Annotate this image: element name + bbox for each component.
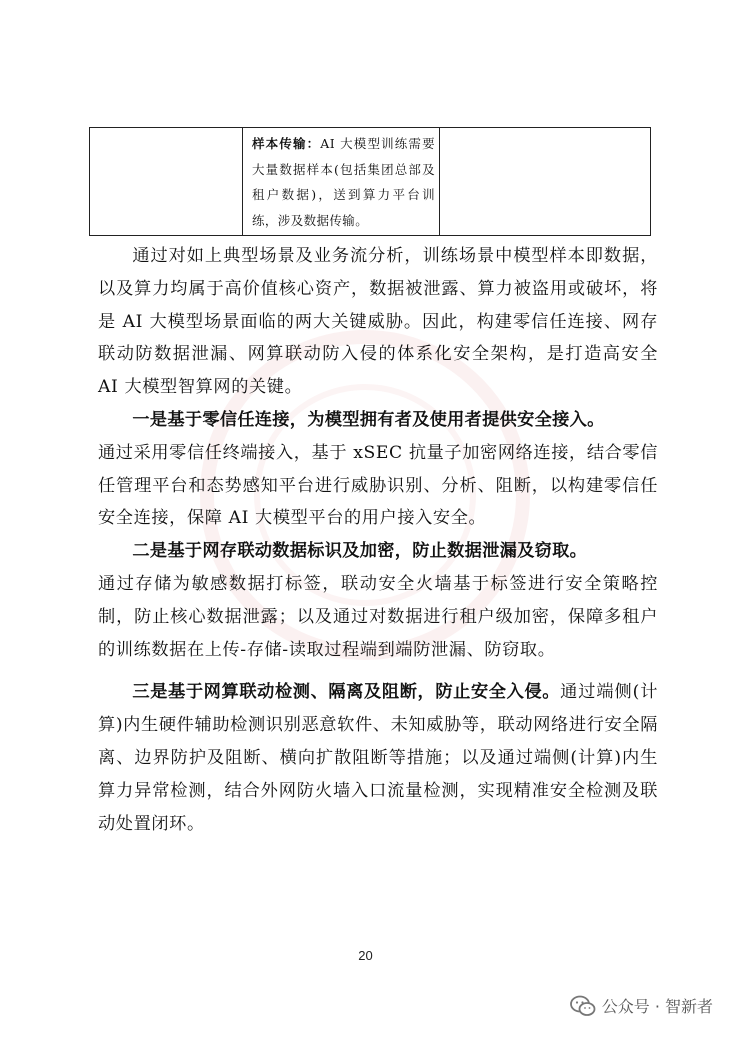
document-body [98, 240, 658, 840]
cell-bold-label: 样本传输： [252, 136, 321, 151]
table-cell-sample-transfer [243, 128, 440, 236]
table-row [90, 128, 651, 236]
paragraph-storage-body [98, 568, 658, 666]
heading-compute: 三是基于网算联动检测、隔离及阻断，防止安全入侵。 [132, 682, 561, 703]
storage-text: 通过存储为敏感数据打标签，联动安全火墙基于标签进行安全策略控制，防止核心数据泄露；以及通过对数据进行租户级加密，保障多租户的训练数据在上传-存储-读取过程端到端防泄漏、防窃取。 [98, 573, 658, 660]
table-cell-empty-right [440, 128, 651, 236]
paragraph-compute [98, 676, 658, 840]
compute-text: 通过端侧(计算)内生硬件辅助检测识别恶意软件、未知威胁等，联动网络进行安全隔离、边界防护及阻断、横向扩散阻断等措施；以及通过端侧(计算)内生算力异常检测，结合外网防火墙入口流量检测，实现精准安全检测及联动处置闭环。 [98, 682, 659, 834]
heading-zero-trust: 一是基于零信任连接，为模型拥有者及使用者提供安全接入。 [132, 409, 605, 430]
cell-description: AI 大模型训练需要大量数据样本(包括集团总部及租户数据)，送到算力平台训练，涉及数据传输。 [252, 136, 435, 228]
zero-trust-text: 通过采用零信任终端接入，基于 xSEC 抗量子加密网络连接，结合零信任管理平台和态势感知平台进行威胁识别、分析、阻断，以构建零信任安全连接，保障 AI 大模型平台的用户接入安全。 [98, 442, 658, 529]
paragraph-analysis [98, 240, 658, 404]
paragraph-zero-trust [98, 404, 658, 437]
page-number: 20 [358, 948, 373, 963]
paragraph-storage [98, 535, 658, 568]
wechat-account-badge[interactable] [570, 994, 713, 1017]
wechat-account-label: 公众号 · 智新者 [601, 997, 713, 1016]
paragraph-analysis-text: 通过对如上典型场景及业务流分析，训练场景中模型样本即数据，以及算力均属于高价值核心资产，数据被泄露、算力被盗用或破坏，将是 AI 大模型场景面临的两大关键威胁。因此，构建零信任连接、网存联动防数据泄漏、网算联动防入侵的体系化安全架构，是打造高安全 AI 大模型智算网的关键 [98, 246, 658, 398]
content-table [89, 127, 651, 236]
heading-storage: 二是基于网存联动数据标识及加密，防止数据泄漏及窃取。 [132, 541, 588, 562]
wechat-icon [570, 995, 596, 1017]
table-cell-empty-left [90, 128, 243, 236]
paragraph-zero-trust-body [98, 437, 658, 535]
paragraph-analysis-end: 。 [284, 377, 303, 398]
